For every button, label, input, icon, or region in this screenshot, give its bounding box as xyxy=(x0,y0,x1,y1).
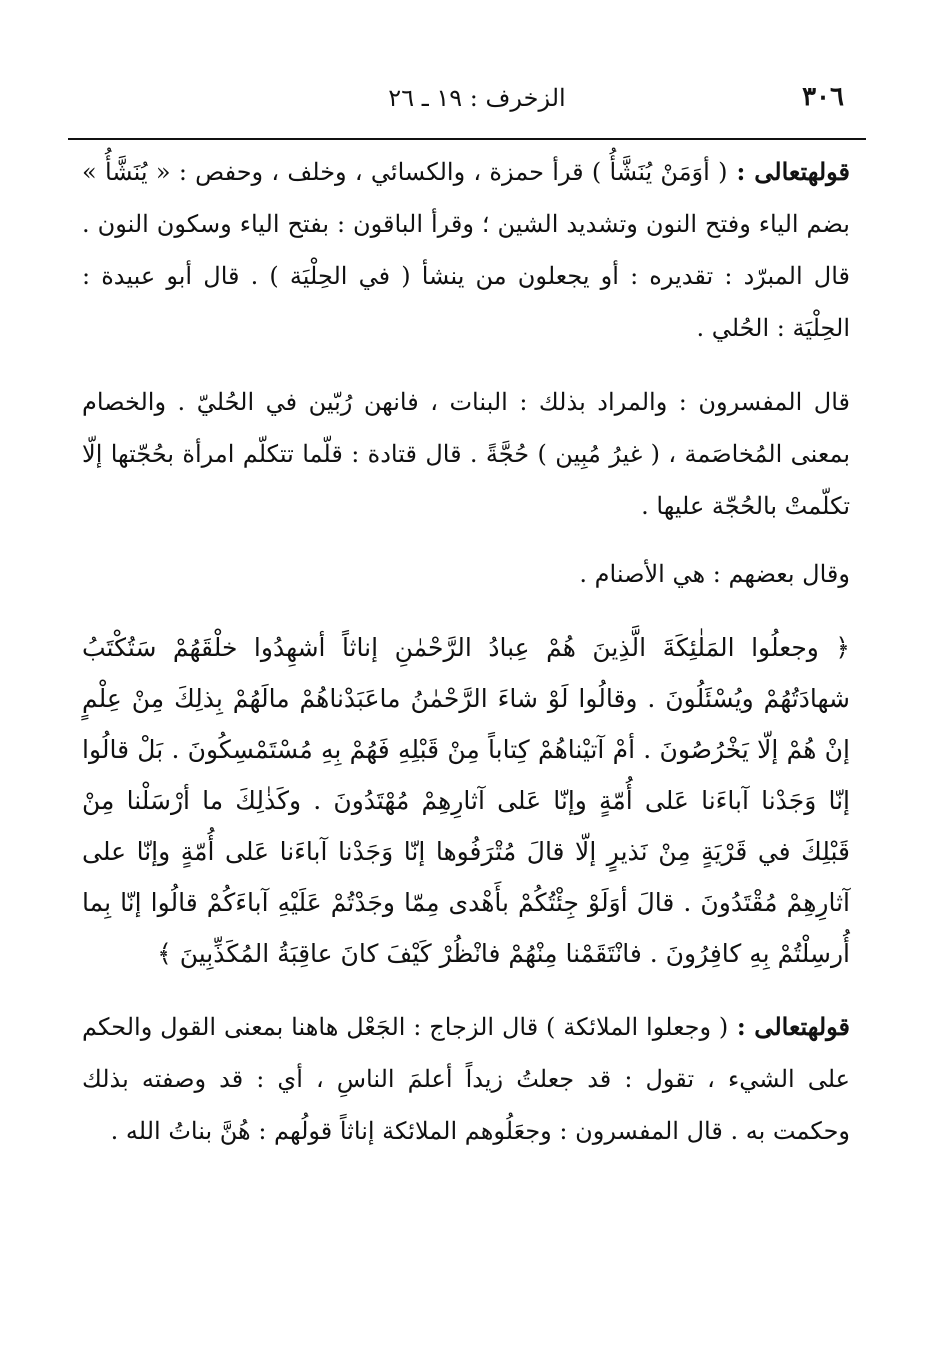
paragraph-3 xyxy=(82,548,850,600)
running-title: الزخرف : ١٩ ـ ٢٦ xyxy=(388,84,566,112)
page-body xyxy=(82,146,850,1157)
paragraph-2 xyxy=(82,376,850,532)
paragraph-5 xyxy=(82,1001,850,1157)
page-number: ٣٠٦ xyxy=(802,82,844,112)
quran-passage xyxy=(82,622,850,979)
paragraph-text: ( أوَمَنْ يُنَشَّأُ ) قرأ حمزة ، والكسائي ، وخلف ، وحفص : « يُنَشَّأُ » بضم الياء وفتح النون وتشديد الشين ؛ وقرأ الباقون : بفتح الياء وسكون النون . قال المبرّد : تقديره : أو يجعلون من ينشأ ( في الحِلْيَة ) . قال أبو عبيدة : الحِلْيَة : الحُلي . xyxy=(82,158,850,342)
paragraph-text: ﴿ وجعلُوا المَلٰئِكَةَ الَّذِينَ هُمْ عِبادُ الرَّحْمٰنِ إناثاً أشهِدُوا خلْقَهُمْ سَتُكْتَبُ شهادَتُهُمْ ويُسْئَلُونَ . وقالُوا لَوْ شاءَ الرَّحْمٰنُ ماعَبَدْناهُمْ مالَهُمْ بِذلِكَ مِنْ عِلْمٍ إنْ هُمْ إلّا يَخْرُصُونَ . أمْ آتيْناهُمْ كِتاباً مِنْ قَبْلِهِ فَهُمْ بِهِ مُسْتَمْسِكُونَ . بَلْ قالُوا إنّا وَجَدْنا آباءَنا عَلى أُمّةٍ وإنّا عَلى آثارِهِمْ مُهْتَدُونَ . وكَذٰلِكَ ما أرْسَلْنا مِنْ قَبْلِكَ في قَرْيَةٍ مِنْ نَذيرٍ إلّا قالَ مُتْرَفُوها إنّا وَجَدْنا آباءَنا عَلى أُمّةٍ وإنّا على آثارِهِمْ مُقْتَدُونَ . قالَ أوَلَوْ جِئْتُكُمْ بأَهْدى مِمّا وجَدْتُمْ عَلَيْهِ آباءَكُمْ قالُوا إنّا بِما أُرسِلْتُمْ بِهِ كافِرُونَ . فانْتَقَمْنا مِنْهُمْ فانْظُرْ كَيْفَ كانَ عاقِبَةُ المُكَذِّبِينَ ﴾ xyxy=(82,633,850,968)
paragraph-text: وقال بعضهم : هي الأصنام . xyxy=(579,560,850,588)
paragraph-lead: قولهتعالى : xyxy=(728,1012,851,1041)
header-rule xyxy=(68,138,866,140)
paragraph-text: ( وجعلوا الملائكة ) قال الزجاج : الجَعْل هاهنا بمعنى القول والحكم على الشيء ، تقول : قد جعلتُ زيداً أعلمَ الناسِ ، أي : قد وصفته بذلك وحكمت به . قال المفسرون : وجعَلُوهم الملائكة إناثاً قولُهم : هُنَّ بناتُ الله . xyxy=(82,1013,851,1145)
paragraph-text: قال المفسرون : والمراد بذلك : البنات ، فانهن رُبّين في الحُليّ . والخصام بمعنى المُخاصَمة ، ( غيرُ مُبِين ) حُجَّةً . قال قتادة : قلّما تتكلّم امرأة بحُجّتها إلّا تكلّمتْ بالحُجّة عليها . xyxy=(82,388,851,520)
paragraph-1 xyxy=(82,146,850,354)
page-header xyxy=(110,82,844,122)
paragraph-lead: قولهتعالى : xyxy=(727,157,850,186)
